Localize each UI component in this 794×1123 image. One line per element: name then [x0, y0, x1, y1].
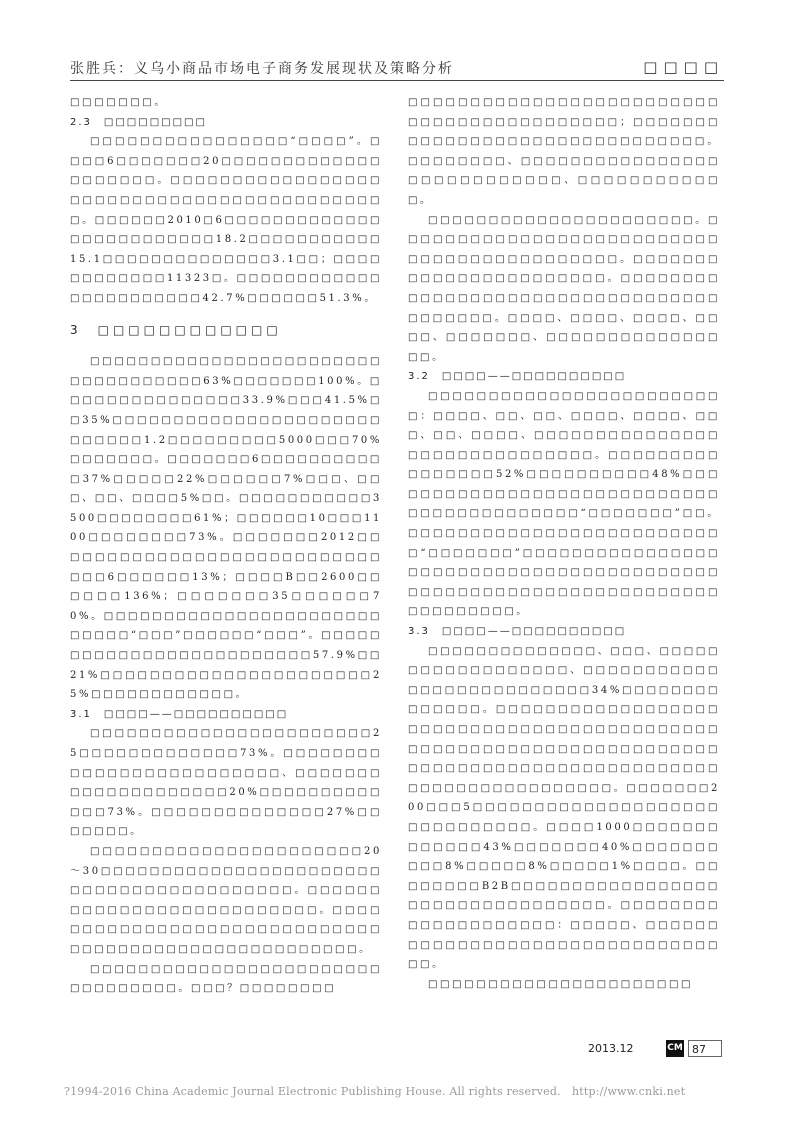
copyright-notice: ?1994-2016 China Academic Journal Electronic Publishing House. All rights reserved. http://www.cnki.net: [64, 1085, 686, 1098]
subsection-heading: 3.1 □□□□——□□□□□□□□□□: [70, 708, 289, 720]
left-column: [70, 93, 382, 999]
page-number: 87: [688, 1040, 722, 1057]
paragraph: □□□□□□□□□□□□□□□□“□□□□”。□□□□6□□□□□□□20□□□□□□□□□□□□□□□□□□□□。□□□□□□□□□□□□□□□□□□□□□□□□□□□□□□□□□□□□□□□□□□□。□□□□□□2010□6□□□□□□□□□□□□□□□□□□□□□□□□□18.2□□□□□□□□□□□15.1□□□□□□□□□□□□□□3.1□□；□□□□□□□□□□□□11323□。□□□□□□□□□□□□□□□□□□□□□□□42.7%□□□□□□51.3%。: [70, 136, 382, 304]
journal-name: □□□□: [643, 58, 724, 76]
paragraph: □□□□□□□□□□□□□□□□□□□□□□□□□□□□□□□□□□□□□□□□□□；□□□□□□□□□□□□□□□□□□□□□□□□□□□□□□□。□□□□□□□□、□□□□□□□□□□□□□□□□□□□□□□□□□□□□、□□□□□□□□□□□□。: [408, 97, 720, 206]
paragraph: □□□□□□□□□□□□□□□□□□□□□□□□□：□□□□、□□、□□、□□□□、□□□□、□□□、□□、□□□□、□□□□□□□□□□□□□□□□□□□□□□□□□□□□□□。□□□□□□□□□□□□□□□□52%□□□□□□□□□□48%□□□□□□□□□□□□□□□□□□□□□□□□□□□□□□□□□□□□□□□□□□“□□□□□□□”□□。□□□□□□□□□□□□□□□□□□□□□□□□□□“□□□□□□□”□□□□□□□□□□□□□□□□□□□□□□□□□□□□□□□□□□□□□□□□□□□□□□□□□□□□□□□□□□□□□□□□□□□□□□□□□□□。: [408, 390, 720, 618]
subsection-heading: 3.2 □□□□——□□□□□□□□□□: [408, 371, 627, 383]
running-header: [70, 58, 724, 81]
subsection-heading: 2.3 □□□□□□□□□: [70, 116, 207, 128]
journal-logo: CM: [666, 1040, 684, 1057]
header-title: 张胜兵：义乌小商品市场电子商务发展现状及策略分析: [70, 61, 454, 77]
paragraph: □□□□□□□□□□□□□□□□□□□□□□: [428, 978, 694, 990]
paragraph: □□□□□□□□□□□□□□、□□□、□□□□□□□□□□□□□□□□□□、□□□□□□□□□□□□□□□□□□□□□□□□□□34%□□□□□□□□□□□□□□。□□□□□□□□□□□□□□□□□□□□□□□□□□□□□□□□□□□□□□□□□□□□□□□□□□□□□□□□□□□□□□□□□□□□□□□□□□□□□□□□□□□□□□□□□□□□□□□□□□□□□□□□□□□□□□。□□□□□□□200□□□5□□□□□□□□□□□□□□□□□□□□□□□□□□□□□□。□□□□1000□□□□□□□□□□□□□43%□□□□□□□40%□□□□□□□□□□8%□□□□□8%□□□□□1%□□□□。□□□□□□□□B2B□□□□□□□□□□□□□□□□□□□□□□□□□□□□□□□□□。□□□□□□□□□□□□□□□□□□□□：□□□□□、□□□□□□□□□□□□□□□□□□□□□□□□□□□□□□□□□。: [408, 645, 720, 971]
issue-date: 2013.12: [588, 1042, 634, 1055]
right-column: [408, 93, 720, 994]
paragraph: □□□□□□□。: [70, 97, 167, 108]
paragraph: □□□□□□□□□□□□□□□□□□□□□□□25□□□□□□□□□□□□□73%。□□□□□□□□□□□□□□□□□□□□□□□□□、□□□□□□□□□□□□□□□□□□□□20%□□□□□□□□□□□□□73%。□□□□□□□□□□□□□□27%□□□□□□□。: [70, 728, 382, 838]
paragraph: □□□□□□□□□□□□□□□□□□□□□□20～30□□□□□□□□□□□□□□□□□□□□□□□□□□□□□□□□□□□□□□□□□。□□□□□□□□□□□□□□□□□□□□□□□□□□。□□□□□□□□□□□□□□□□□□□□□□□□□□□□□□□□□□□□□□□□□□□□□□□□□□□□□。: [70, 845, 382, 955]
paragraph: □□□□□□□□□□□□□□□□□□□□□□□□□□□□□□□□□。□□□？□□□□□□□□: [70, 963, 382, 995]
paragraph: □□□□□□□□□□□□□□□□□□□□□□□□□□□□□□□□□□□63%□□□□□□□100%。□□□□□□□□□□□□□□□33.9%□□□41.5%□□35%□□□□□□□□□□□□□□□□□□□□□□□□□□□□1.2□□□□□□□□□5000□□□70%□□□□□□□。□□□□□□□6□□□□□□□□□□□37%□□□□□22%□□□□□□7%□□□、□□□、□□、□□□□5%□□。□□□□□□□□□□□3500□□□□□□□□61%；□□□□□□10□□□1100□□□□□□□□73%。□□□□□□□2012□□□□□□□□□□□□□□□□□□□□□□□□□□□□□□6□□□□□□13%；□□□□B□□2600□□□□□□136%；□□□□□□□35□□□□□□70%。□□□□□□□□□□□□□□□□□□□□□□□□□□□□“□□□”□□□□□□“□□□”。□□□□□□□□□□□□□□□□□□□□□□□□□57.9%□□21%□□□□□□□□□□□□□□□□□□□□□□25%□□□□□□□□□□□□。: [70, 356, 382, 701]
subsection-heading: 3.3 □□□□——□□□□□□□□□□: [408, 626, 627, 638]
paragraph: □□□□□□□□□□□□□□□□□□□□□□。□□□□□□□□□□□□□□□□□□□□□□□□□□□□□□□□□□□□□□□□□□□。□□□□□□□□□□□□□□□□□□□□□□□。□□□□□□□□□□□□□□□□□□□□□□□□□□□□□□□□□□□□□□□□。□□□□、□□□□、□□□□、□□□□、□□□□□□□、□□□□□□□□□□□□□□□□。: [408, 214, 720, 363]
section-heading: 3 □□□□□□□□□□□□: [70, 322, 282, 337]
